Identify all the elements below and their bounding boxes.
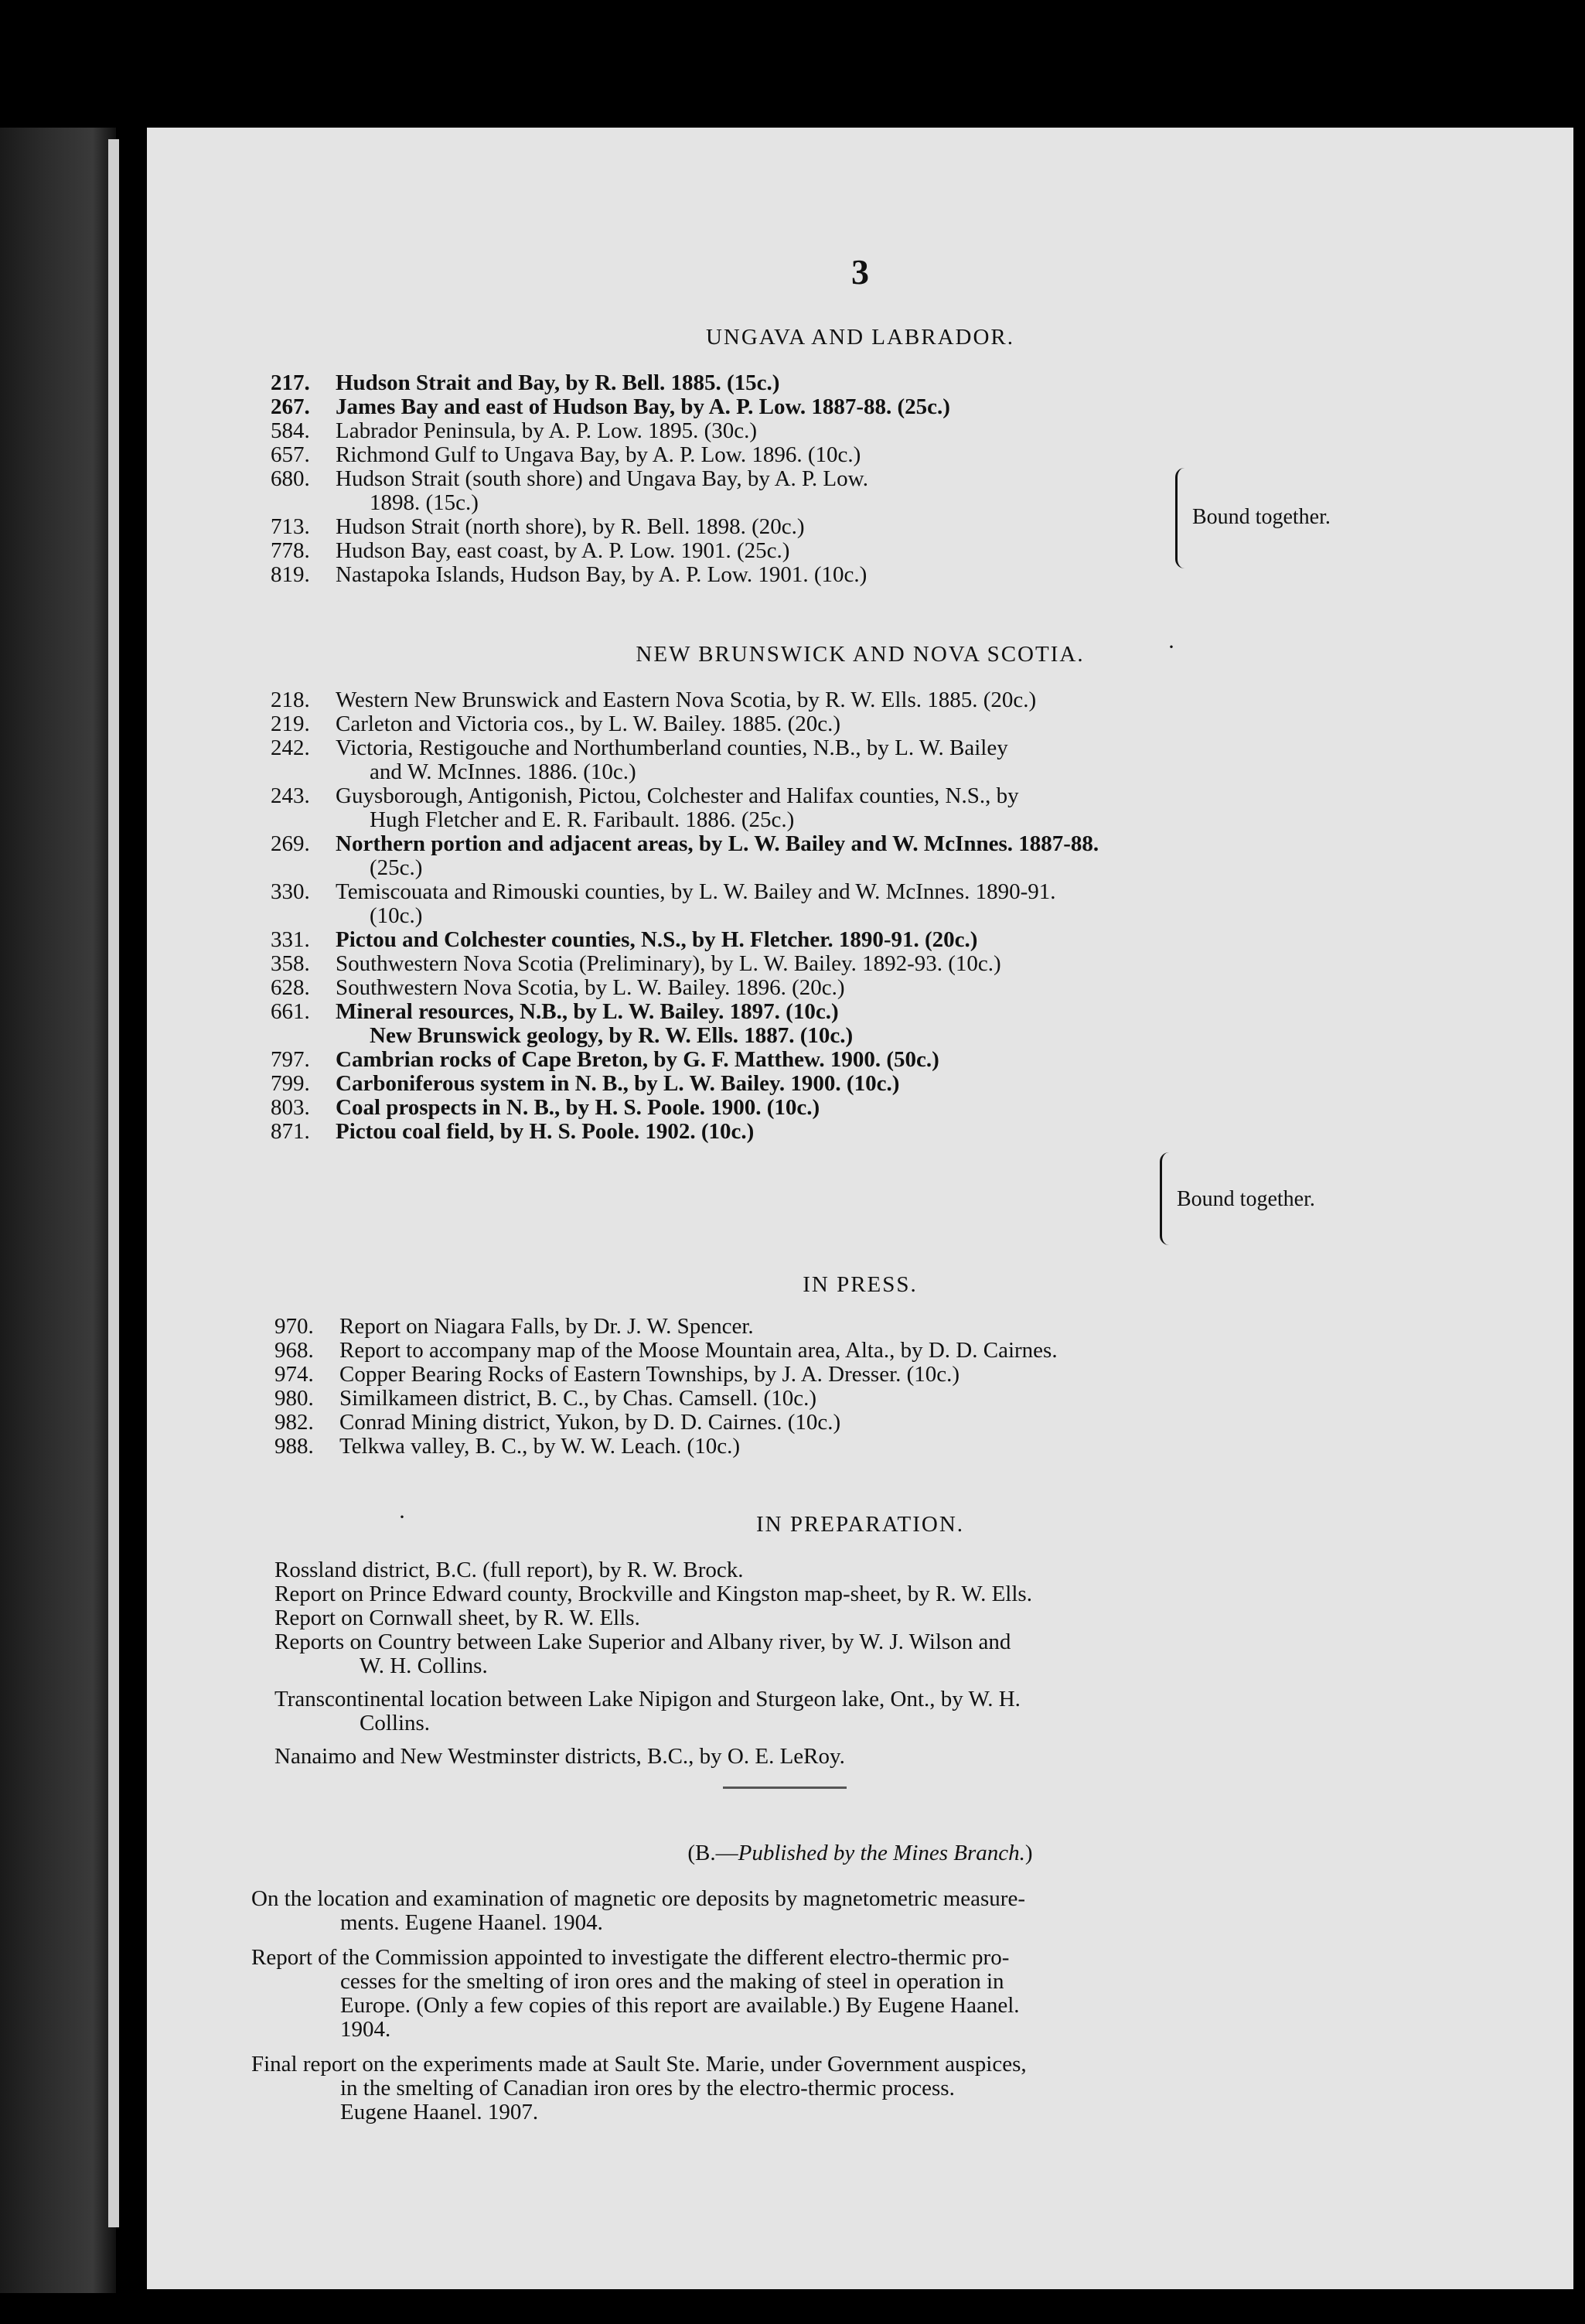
list-item: 970. Report on Niagara Falls, by Dr. J. W. Spencer. — [274, 1314, 754, 1339]
list-item: 819. Nastapoka Islands, Hudson Bay, by A. P. Low. 1901. (10c.) — [271, 562, 867, 587]
list-item: 968. Report to accompany map of the Moose Mountain area, Alta., by D. D. Cairnes. — [274, 1338, 1058, 1363]
list-item: 269. Northern portion and adjacent areas, by L. W. Bailey and W. McInnes. 1887-88. (25c.) — [271, 831, 1099, 880]
bound-together-note: Bound together. — [1177, 1187, 1315, 1211]
document-page — [147, 128, 1573, 2289]
section-divider — [723, 1787, 847, 1789]
speck: · — [1167, 634, 1175, 660]
list-item: Transcontinental location between Lake Nipigon and Sturgeon lake, Ont., by W. H. Collins. — [274, 1687, 1021, 1735]
list-item: 982. Conrad Mining district, Yukon, by D. D. Cairnes. (10c.) — [274, 1410, 841, 1435]
in-preparation-list — [274, 1558, 1403, 1778]
list-item: 330. Temiscouata and Rimouski counties, by L. W. Bailey and W. McInnes. 1890-91. (10c.) — [271, 879, 1056, 928]
list-item: Report on Prince Edward county, Brockville and Kingston map-sheet, by R. W. Ells. — [274, 1582, 1032, 1606]
list-item: 803. Coal prospects in N. B., by H. S. Poole. 1900. (10c.) — [271, 1095, 820, 1120]
list-item: 980. Similkameen district, B. C., by Chas. Camsell. (10c.) — [274, 1386, 816, 1411]
list-item: 661. Mineral resources, N.B., by L. W. Bailey. 1897. (10c.) New Brunswick geology, by R. W. Ells. 1887. (10c.) — [271, 999, 854, 1048]
nb-ns-list — [271, 688, 1399, 1144]
bound-together-note: Bound together. — [1192, 505, 1331, 529]
section-heading-nb-ns: NEW BRUNSWICK AND NOVA SCOTIA. — [636, 642, 1085, 667]
list-item: 267. James Bay and east of Hudson Bay, by A. P. Low. 1887-88. (25c.) — [271, 394, 950, 419]
list-item: 799. Carboniferous system in N. B., by L. W. Bailey. 1900. (10c.) — [271, 1071, 900, 1096]
list-item: Reports on Country between Lake Superior and Albany river, by W. J. Wilson and W. H. Collins. — [274, 1630, 1011, 1678]
list-item: 988. Telkwa valley, B. C., by W. W. Leach. (10c.) — [274, 1434, 740, 1459]
list-item: Rossland district, B.C. (full report), by R. W. Brock. — [274, 1558, 744, 1582]
ungava-list — [271, 371, 1399, 587]
list-item: 797. Cambrian rocks of Cape Breton, by G. F. Matthew. 1900. (50c.) — [271, 1047, 939, 1072]
adjacent-page-margin — [108, 139, 119, 2227]
list-item: 584. Labrador Peninsula, by A. P. Low. 1895. (30c.) — [271, 418, 758, 443]
list-item: 219. Carleton and Victoria cos., by L. W. Bailey. 1885. (20c.) — [271, 712, 841, 736]
list-item: Final report on the experiments made at Sault Ste. Marie, under Government auspices, in the smelting of Canadian iron ores by the electro-thermic process. Eugene Haanel. 1907. — [251, 2052, 1027, 2124]
section-heading-in-press: IN PRESS. — [803, 1272, 918, 1297]
list-item: Report on Cornwall sheet, by R. W. Ells. — [274, 1606, 640, 1630]
list-item: 680. Hudson Strait (south shore) and Ungava Bay, by A. P. Low. 1898. (15c.) — [271, 466, 868, 515]
list-item: On the location and examination of magnetic ore deposits by magnetometric measure- ments. Eugene Haanel. 1904. — [251, 1886, 1025, 1935]
adjacent-page-edge — [0, 128, 116, 2293]
list-item: Report of the Commission appointed to investigate the different electro-thermic pro- cesses for the smelting of iron ores and the making of steel in operation in Europe. (Only a few copies of this report are available.) By Eugene Haanel. 1904. — [251, 1945, 1020, 2042]
page-number: 3 — [851, 252, 869, 292]
bound-together-brace — [1160, 1152, 1173, 1245]
list-item: 871. Pictou coal field, by H. S. Poole. 1902. (10c.) — [271, 1119, 755, 1144]
list-item: 657. Richmond Gulf to Ungava Bay, by A. P. Low. 1896. (10c.) — [271, 442, 861, 467]
list-item: 331. Pictou and Colchester counties, N.S., by H. Fletcher. 1890-91. (20c.) — [271, 927, 978, 952]
section-heading-mines-branch: (B.—Published by the Mines Branch.) — [687, 1841, 1033, 1865]
list-item: 778. Hudson Bay, east coast, by A. P. Low. 1901. (25c.) — [271, 538, 790, 563]
list-item: 242. Victoria, Restigouche and Northumberland counties, N.B., by L. W. Bailey and W. McInnes. 1886. (10c.) — [271, 735, 1008, 784]
list-item: 243. Guysborough, Antigonish, Pictou, Colchester and Halifax counties, N.S., by Hugh Fletcher and E. R. Faribault. 1886. (25c.) — [271, 783, 1019, 832]
list-item: 218. Western New Brunswick and Eastern Nova Scotia, by R. W. Ells. 1885. (20c.) — [271, 688, 1037, 712]
list-item: Nanaimo and New Westminster districts, B.C., by O. E. LeRoy. — [274, 1744, 845, 1769]
bound-together-brace — [1175, 468, 1188, 568]
list-item: 358. Southwestern Nova Scotia (Preliminary), by L. W. Bailey. 1892-93. (10c.) — [271, 951, 1001, 976]
in-press-list — [274, 1315, 1403, 1459]
list-item: 217. Hudson Strait and Bay, by R. Bell. 1885. (15c.) — [271, 370, 780, 395]
speck: · — [398, 1504, 406, 1530]
list-item: 713. Hudson Strait (north shore), by R. Bell. 1898. (20c.) — [271, 514, 805, 539]
list-item: 628. Southwestern Nova Scotia, by L. W. Bailey. 1896. (20c.) — [271, 975, 845, 1000]
mines-branch-list — [251, 1887, 1388, 2135]
list-item: 974. Copper Bearing Rocks of Eastern Townships, by J. A. Dresser. (10c.) — [274, 1362, 960, 1387]
section-heading-ungava: UNGAVA AND LABRADOR. — [705, 325, 1015, 350]
section-heading-in-preparation: IN PREPARATION. — [755, 1512, 965, 1537]
